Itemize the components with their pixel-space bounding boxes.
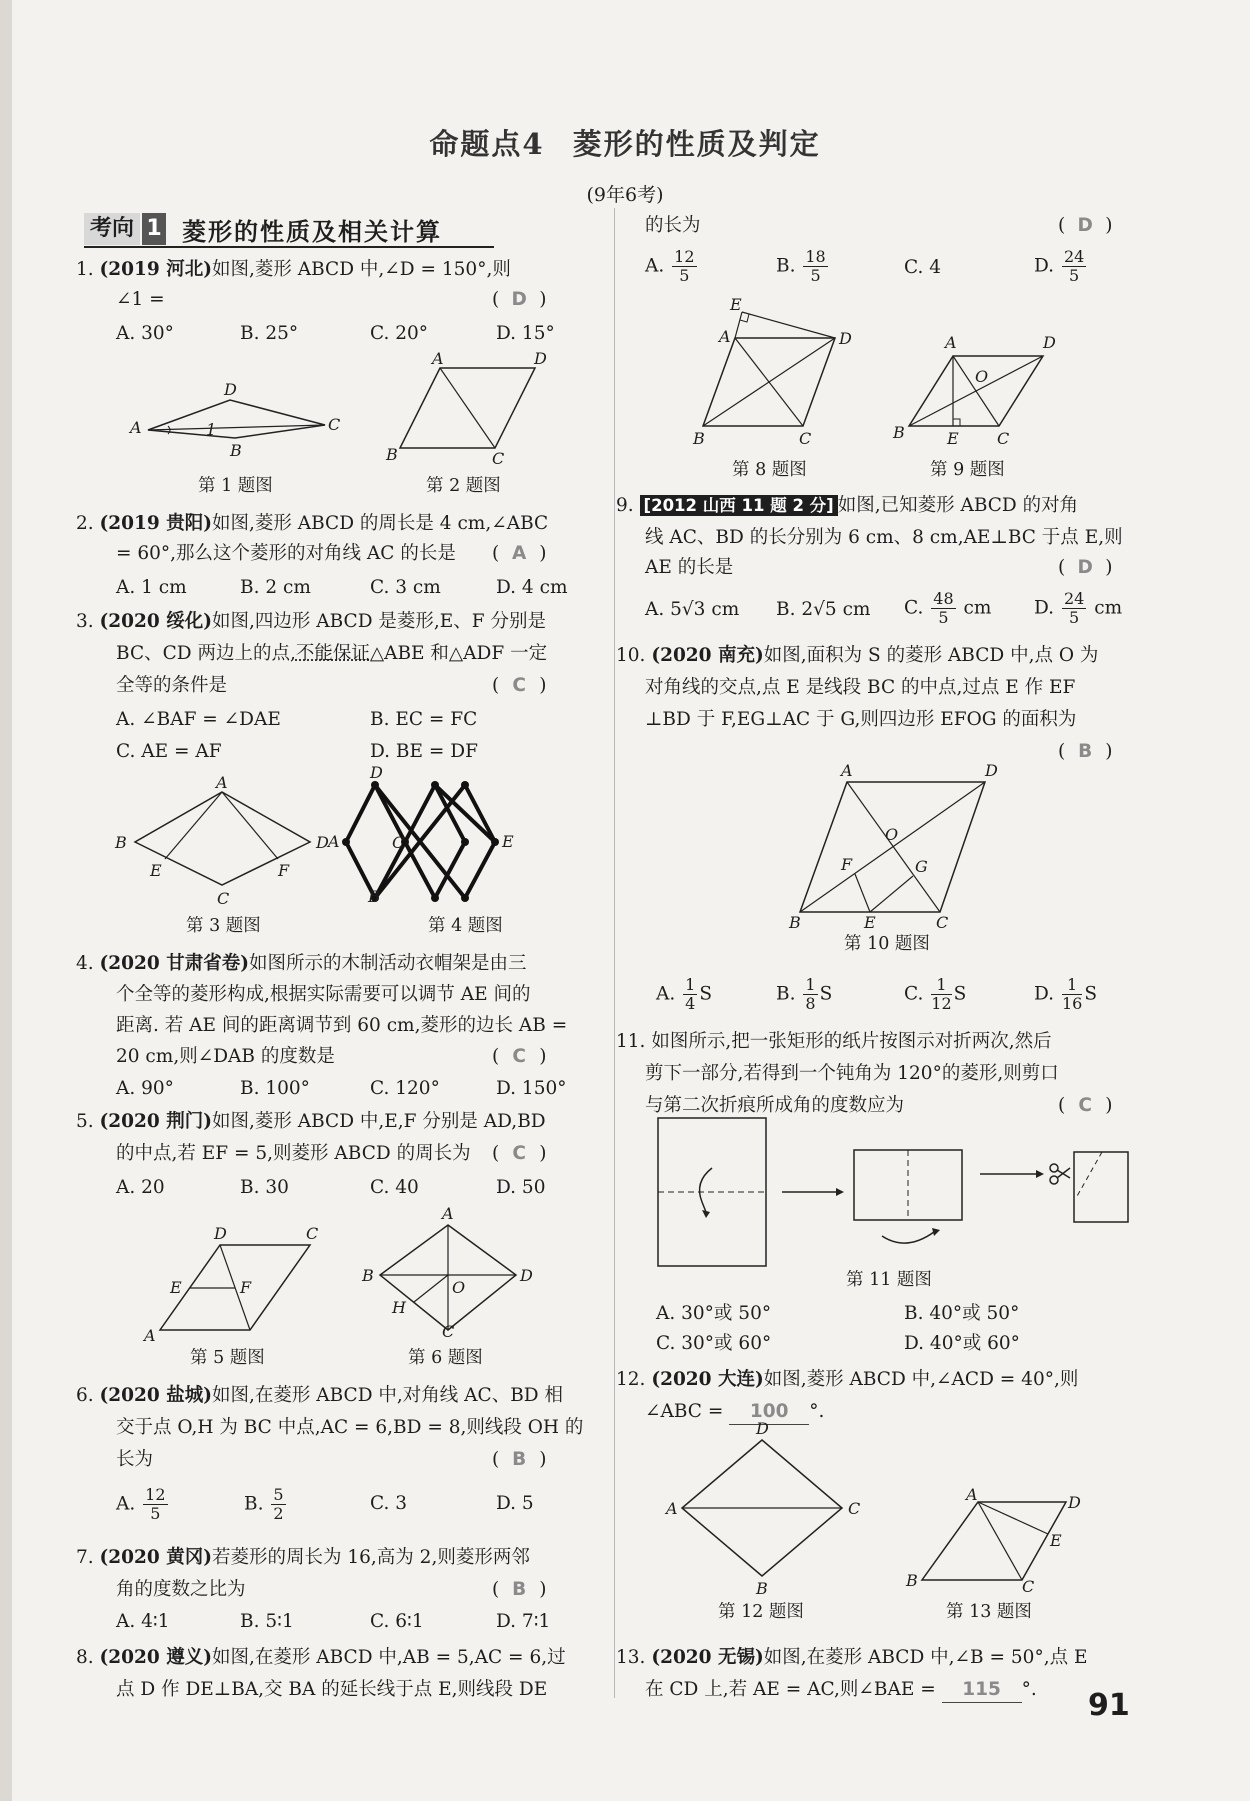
q6-option-b: B. $\frac{5}{2}$ (244, 1485, 284, 1523)
q5-label-e: E (170, 1278, 182, 1297)
q11-option-c: C. 30°或 60° (656, 1333, 772, 1354)
q9-option-c: C. $\frac{48}{5}$ cm (904, 589, 992, 627)
q9-label-b: B (893, 423, 905, 442)
q11-option-d: D. 40°或 60° (904, 1333, 1020, 1354)
q5-answer: ( C ) (492, 1143, 547, 1164)
figure-q5-q6 (130, 1204, 570, 1345)
q12-label-a: A (666, 1499, 678, 1518)
q11-figure-caption: 第 11 题图 (846, 1270, 932, 1290)
q6-option-d: D. 5 (496, 1493, 534, 1514)
q9-answer: ( D ) (1058, 557, 1113, 578)
q3-option-b: B. EC = FC (370, 709, 478, 730)
q7-option-c: C. 6∶1 (370, 1611, 424, 1632)
q11-fold-arrow-1 (700, 1168, 712, 1212)
q3-segment-af (222, 792, 278, 859)
q6-label-a: A (442, 1204, 454, 1223)
q8-option-b: B. $\frac{18}{5}$ (776, 247, 826, 285)
section-header (84, 212, 494, 248)
q8-option-a: A. $\frac{12}{5}$ (645, 247, 695, 285)
q6-label-h: H (392, 1298, 406, 1317)
q6-answer: ( B ) (492, 1449, 547, 1470)
q8-label-a: A (719, 327, 731, 346)
q10-label-g: G (915, 857, 928, 876)
q8-figure-caption: 第 8 题图 (732, 460, 807, 480)
q3-figure-caption: 第 3 题图 (186, 916, 261, 936)
q3-label-d: D (316, 833, 329, 852)
q6-label-c: C (442, 1322, 455, 1341)
q2-label-c: C (492, 449, 505, 468)
q10-answer: ( B ) (1058, 741, 1113, 762)
q8-answer: ( D ) (1058, 215, 1113, 236)
q5-label-c: C (306, 1224, 319, 1243)
q1-line2: ∠1 = (116, 289, 165, 310)
q12-label-b: B (756, 1579, 768, 1598)
q12-figure-caption: 第 12 题图 (718, 1602, 804, 1622)
q11-option-b: B. 40°或 50° (904, 1303, 1020, 1324)
q7-line2: 角的度数之比为 (116, 1579, 246, 1600)
q6-segment-oh (414, 1275, 448, 1302)
q11-arrowhead-1 (836, 1188, 844, 1196)
q10-label-a: A (841, 761, 853, 780)
q8-label-b: B (693, 429, 705, 448)
q1-label-d: D (224, 380, 237, 399)
q2-label-d: D (534, 349, 547, 368)
q2-option-a: A. 1 cm (116, 577, 187, 598)
q4-option-a: A. 90° (116, 1078, 174, 1099)
q9-line1: 9. [2012 山西 11 题 2 分] 如图,已知菱形 ABCD 的对角 (616, 495, 1079, 516)
page-title: 命题点4 菱形的性质及判定 (429, 127, 821, 161)
q10-label-o: O (885, 825, 899, 844)
q8-line1: 8. (2020 遵义)如图,在菱形 ABCD 中,AB = 5,AC = 6,过 (76, 1647, 566, 1668)
q13-figure-caption: 第 13 题图 (946, 1602, 1032, 1622)
q13-label-b: B (906, 1571, 918, 1590)
q6-label-b: B (362, 1266, 374, 1285)
q9-label-d: D (1043, 333, 1056, 352)
q1-line1: 1. (2019 河北)如图,菱形 ABCD 中,∠D = 150°,则 (76, 259, 511, 280)
q3-option-a: A. ∠BAF = ∠DAE (116, 709, 281, 730)
q10-line1: 10. (2020 南充)如图,面积为 S 的菱形 ABCD 中,点 O 为 (616, 645, 1099, 666)
q8-line2: 点 D 作 DE⊥BA,交 BA 的延长线于点 E,则线段 DE (116, 1679, 548, 1700)
q1-label-a: A (130, 418, 142, 437)
q6-option-a: A. $\frac{12}{5}$ (116, 1485, 166, 1523)
q4-label-a: A (328, 832, 340, 851)
q5-label-d: D (214, 1224, 227, 1243)
q4-option-d: D. 150° (496, 1078, 567, 1099)
q1-label-c: C (328, 415, 341, 434)
q8-extension (735, 312, 742, 338)
q13-line1: 13. (2020 无锡)如图,在菱形 ABCD 中,∠B = 50°,点 E (616, 1647, 1088, 1668)
q12-answer: 100 (729, 1400, 809, 1425)
q13-label-e: E (1050, 1531, 1062, 1550)
q7-option-b: B. 5∶1 (240, 1611, 294, 1632)
q9-option-a: A. 5√3 cm (645, 599, 740, 620)
q9-option-d: D. $\frac{24}{5}$ cm (1034, 589, 1123, 627)
q10-figure-caption: 第 10 题图 (844, 934, 930, 954)
scissors-icon (1050, 1164, 1070, 1184)
q6-line3: 长为 (116, 1449, 154, 1470)
q4-hanger (346, 785, 495, 898)
q7-option-d: D. 7∶1 (496, 1611, 551, 1632)
q4-label-e: E (502, 832, 514, 851)
q1-label-b: B (230, 441, 242, 460)
q8-option-c: C. 4 (904, 257, 942, 278)
q3-label-f: F (278, 861, 290, 880)
q2-line1: 2. (2019 贵阳)如图,菱形 ABCD 的周长是 4 cm,∠ABC (76, 513, 549, 534)
q4-label-b: B (368, 887, 380, 906)
q7-answer: ( B ) (492, 1579, 547, 1600)
q3-answer: ( C ) (492, 675, 547, 696)
q1-label-1: 1 (206, 420, 217, 439)
q12-line2: ∠ABC = 100 °. (645, 1400, 824, 1425)
q8-option-d: D. $\frac{24}{5}$ (1034, 247, 1085, 285)
q9-option-b: B. 2√5 cm (776, 599, 871, 620)
q9-label-o: O (975, 367, 989, 386)
q10-option-d: D. $\frac{1}{16}$ S (1034, 975, 1097, 1013)
q2-option-c: C. 3 cm (370, 577, 441, 598)
q9-line2: 线 AC、BD 的长分别为 6 cm、8 cm,AE⊥BC 于点 E,则 (645, 527, 1123, 548)
q11-line2: 剪下一部分,若得到一个钝角为 120°的菱形,则剪口 (645, 1063, 1059, 1084)
q8-label-e: E (730, 295, 742, 314)
column-divider (614, 208, 615, 1698)
q13-label-a: A (966, 1485, 978, 1504)
q7-line1: 7. (2020 黄冈)若菱形的周长为 16,高为 2,则菱形两邻 (76, 1547, 530, 1568)
q3-line2: BC、CD 两边上的点,不能保证△ABE 和△ADF 一定 (116, 643, 548, 664)
q5-label-f: F (240, 1278, 252, 1297)
q8-label-c: C (799, 429, 812, 448)
q10-label-f: F (841, 855, 853, 874)
q2-label-a: A (432, 349, 444, 368)
q9-right-angle (953, 419, 960, 426)
figure-q12-q13 (660, 1419, 1130, 1598)
q2-label-b: B (386, 445, 398, 464)
q1-rhombus (148, 400, 325, 438)
q1-figure-caption: 第 1 题图 (198, 476, 273, 496)
q4-option-b: B. 100° (240, 1078, 310, 1099)
q11-line1: 11. 如图所示,把一张矩形的纸片按图示对折两次,然后 (616, 1031, 1052, 1052)
q13-segment-ae (978, 1502, 1048, 1534)
q4-figure-caption: 第 4 题图 (428, 916, 503, 936)
q11-option-a: A. 30°或 50° (656, 1303, 772, 1324)
q12-label-d: D (756, 1419, 769, 1438)
q5-option-b: B. 30 (240, 1177, 289, 1198)
q11-fold-arrowhead-2 (932, 1228, 940, 1236)
q2-option-d: D. 4 cm (496, 577, 568, 598)
q6-line1: 6. (2020 盐城)如图,在菱形 ABCD 中,对角线 AC、BD 相 (76, 1385, 563, 1406)
q12-line1: 12. (2020 大连)如图,菱形 ABCD 中,∠ACD = 40°,则 (616, 1369, 1079, 1390)
q3-line1: 3. (2020 绥化)如图,四边形 ABCD 是菱形,E、F 分别是 (76, 611, 547, 632)
q1-option-c: C. 20° (370, 323, 429, 344)
q10-segment-eg (870, 876, 913, 912)
q4-line1: 4. (2020 甘肃省卷)如图所示的木制活动衣帽架是由三 (76, 953, 527, 974)
q8-line3: 的长为 (645, 215, 701, 236)
q2-figure-caption: 第 2 题图 (426, 476, 501, 496)
q5-label-a: A (144, 1326, 156, 1345)
q10-line2: 对角线的交点,点 E 是线段 BC 的中点,过点 E 作 EF (645, 677, 1076, 698)
q4-label-d: D (370, 763, 383, 782)
figure-q10 (785, 760, 1005, 930)
q13-label-c: C (1022, 1577, 1035, 1596)
q4-line4: 20 cm,则∠DAB 的度数是 (116, 1046, 335, 1067)
q9-figure-caption: 第 9 题图 (930, 460, 1005, 480)
q10-option-a: A. $\frac{1}{4}$ S (656, 975, 713, 1013)
q5-option-c: C. 40 (370, 1177, 419, 1198)
q11-cut-line (1076, 1152, 1102, 1198)
q4-answer: ( C ) (492, 1046, 547, 1067)
q11-answer: ( C ) (1058, 1095, 1113, 1116)
q1-option-d: D. 15° (496, 323, 555, 344)
q11-fold-arrow-2 (882, 1232, 934, 1243)
q13-rhombus (922, 1502, 1066, 1580)
q3-line3: 全等的条件是 (116, 675, 228, 696)
q3-label-a: A (216, 773, 228, 792)
q11-fold-arrowhead-1 (702, 1210, 710, 1218)
q4-label-c: C (392, 833, 405, 852)
q9-line3: AE 的长是 (645, 557, 734, 578)
q6-figure-caption: 第 6 题图 (408, 1348, 483, 1368)
q10-segment-ef (855, 874, 870, 912)
q4-line2: 个全等的菱形构成,根据实际需要可以调节 AE 间的 (116, 984, 531, 1005)
q12-label-c: C (848, 1499, 861, 1518)
figure-q1-q2 (120, 349, 580, 470)
q1-option-b: B. 25° (240, 323, 299, 344)
q5-line1: 5. (2020 荆门)如图,菱形 ABCD 中,E,F 分别是 AD,BD (76, 1111, 546, 1132)
q3-segment-ae (165, 792, 222, 859)
q4-line3: 距离. 若 AE 间的距离调节到 60 cm,菱形的边长 AB = (116, 1015, 568, 1036)
q10-label-e: E (864, 913, 876, 932)
q7-option-a: A. 4∶1 (116, 1611, 170, 1632)
q11-arrowhead-2 (1036, 1170, 1044, 1178)
q2-answer: ( A ) (492, 543, 547, 564)
q3-label-c: C (217, 889, 230, 908)
q13-answer: 115 (942, 1678, 1022, 1703)
q5-line2: 的中点,若 EF = 5,则菱形 ABCD 的周长为 (116, 1143, 471, 1164)
q10-label-c: C (936, 913, 949, 932)
section-tag: 考向 (84, 213, 140, 245)
q1-option-a: A. 30° (116, 323, 174, 344)
q10-option-c: C. $\frac{1}{12}$ S (904, 975, 967, 1013)
figure-q11 (650, 1112, 1140, 1272)
q10-line3: ⊥BD 于 F,EG⊥AC 于 G,则四边形 EFOG 的面积为 (645, 709, 1077, 730)
q9-label-c: C (997, 429, 1010, 448)
q9-source-badge: [2012 山西 11 题 2 分] (640, 495, 838, 516)
q13-segment-ac (978, 1502, 1022, 1580)
q13-line2: 在 CD 上,若 AE = AC,则∠BAE = 115 °. (645, 1678, 1037, 1703)
q3-option-c: C. AE = AF (116, 741, 222, 762)
q1-answer: ( D ) (492, 289, 547, 310)
q6-option-c: C. 3 (370, 1493, 408, 1514)
section-title: 菱形的性质及相关计算 (182, 217, 443, 246)
figure-q8-q9 (685, 295, 1105, 448)
q5-option-d: D. 50 (496, 1177, 546, 1198)
q10-label-d: D (985, 761, 998, 780)
q8-segment-de (742, 312, 835, 338)
q3-label-e: E (150, 861, 162, 880)
q2-diagonal (440, 368, 495, 448)
q10-label-b: B (789, 913, 801, 932)
q3-label-b: B (115, 833, 127, 852)
q6-label-o: O (452, 1278, 466, 1297)
page-number: 91 (1088, 1688, 1130, 1723)
page-edge (0, 0, 12, 1801)
page-subtitle: (9年6考) (586, 184, 664, 206)
q4-option-c: C. 120° (370, 1078, 440, 1099)
q9-label-e: E (947, 429, 959, 448)
q6-label-d: D (520, 1266, 533, 1285)
q6-line2: 交于点 O,H 为 BC 中点,AC = 6,BD = 8,则线段 OH 的 (116, 1417, 584, 1438)
section-number: 1 (142, 213, 166, 245)
q9-label-a: A (945, 333, 957, 352)
q8-label-d: D (839, 329, 852, 348)
figure-q3-q4 (110, 763, 580, 910)
q3-option-d: D. BE = DF (370, 741, 478, 762)
q5-option-a: A. 20 (116, 1177, 165, 1198)
q8-diagonal-bd (703, 338, 835, 426)
q2-option-b: B. 2 cm (240, 577, 311, 598)
q2-line2: = 60°,那么这个菱形的对角线 AC 的长是 (116, 543, 456, 564)
q13-label-d: D (1068, 1493, 1081, 1512)
q10-option-b: B. $\frac{1}{8}$ S (776, 975, 833, 1013)
q5-figure-caption: 第 5 题图 (190, 1348, 265, 1368)
q11-line3: 与第二次折痕所成角的度数应为 (645, 1095, 905, 1116)
